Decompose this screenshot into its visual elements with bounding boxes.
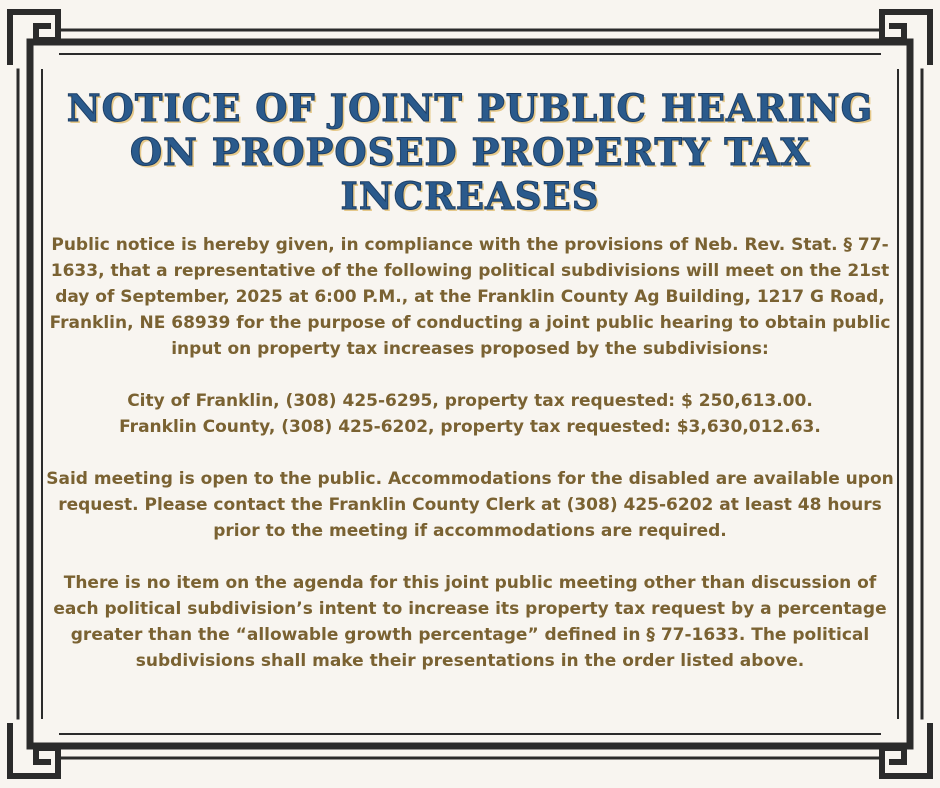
subdivision-county: Franklin County, (308) 425-6202, property tax requested: $3,630,012.63. <box>119 417 821 437</box>
notice-body <box>40 232 900 674</box>
corner-ornament-top-left <box>10 12 58 62</box>
agenda-paragraph: There is no item on the agenda for this joint public meeting other than discussion of each political subdivision’s intent to increase its property tax request by a percentage greater than the “allowable growth percentage” defined in § 77-1633. The political subdivisions shall make their presentations in the order listed above. <box>53 573 887 671</box>
accommodations-paragraph: Said meeting is open to the public. Accommodations for the disabled are available upon request. Please contact the Franklin County Clerk at (308) 425-6202 at least 48 hours prior to the meeting if accommodations are required. <box>46 469 894 541</box>
notice-title: NOTICE OF JOINT PUBLIC HEARING ON PROPOSED PROPERTY TAX INCREASES <box>66 86 874 218</box>
corner-ornament-top-right <box>882 12 930 62</box>
corner-ornament-bottom-left <box>10 726 58 776</box>
subdivision-city: City of Franklin, (308) 425-6295, property tax requested: $ 250,613.00. <box>127 391 813 411</box>
corner-ornament-bottom-right <box>882 726 930 776</box>
intro-paragraph: Public notice is hereby given, in compliance with the provisions of Neb. Rev. Stat. § 77-1633, that a representative of the following political subdivisions will meet on the 21st day of September, 2025 at 6:00 P.M., at the Franklin County Ag Building, 1217 G Road, Franklin, NE 68939 for the purpose of conducting a joint public hearing to obtain public input on property tax increases proposed by the subdivisions: <box>49 235 891 359</box>
